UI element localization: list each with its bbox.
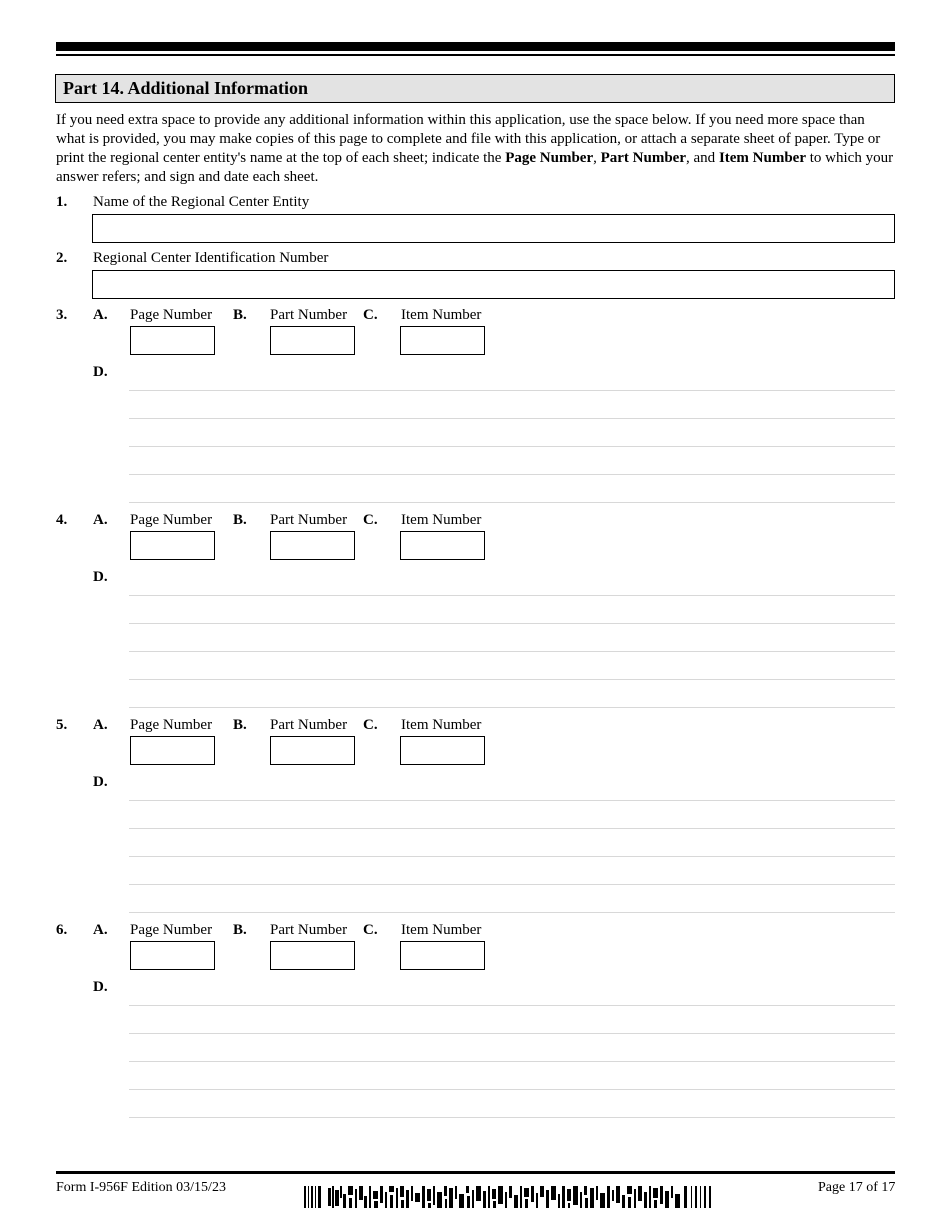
sub-c-label: C. [363,922,378,938]
sub-b-label: B. [233,512,247,528]
writing-line [129,1117,895,1118]
group-number: 3. [56,307,68,323]
item-number-field[interactable] [400,941,485,970]
sub-b-label: B. [233,922,247,938]
part-number-label: Part Number [270,717,348,733]
intro-bold-item-number: Item Number [718,150,807,166]
group-number: 5. [56,717,68,733]
part-number-label: Part Number [270,307,348,323]
sub-d-label: D. [93,364,108,380]
sub-d-label: D. [93,979,108,995]
sub-d-label: D. [93,569,108,585]
intro-text-2: , [593,150,601,166]
sub-c-label: C. [363,717,378,733]
sub-a-label: A. [93,307,108,323]
item-number-label: Item Number [401,922,482,938]
writing-line [129,1005,895,1006]
sub-c-label: C. [363,512,378,528]
intro-bold-part-number: Part Number [600,150,687,166]
intro-text-4: to which your answer refers; and sign and date each sheet. [56,150,894,185]
group-6 [0,615,950,995]
intro-bold-page-number: Page Number [505,150,594,166]
item-2-number: 2. [56,250,68,266]
page-number-field[interactable] [130,941,215,970]
additional-info-text-area[interactable] [129,977,895,1117]
writing-line [129,1033,895,1034]
item-number-label: Item Number [401,512,482,528]
item-1-label: Name of the Regional Center Entity [93,194,310,210]
form-edition-label: Form I-956F Edition 03/15/23 [56,1180,226,1195]
intro-text-3: , and [686,150,719,166]
item-number-label: Item Number [401,717,482,733]
sub-a-label: A. [93,512,108,528]
part-14-header: Part 14. Additional Information [55,74,895,103]
item-number-label: Item Number [401,307,482,323]
part-number-label: Part Number [270,512,348,528]
page-number-label: Page Number [130,307,213,323]
writing-line [129,1061,895,1062]
sub-a-label: A. [93,717,108,733]
footer-rule [56,1171,895,1174]
sub-c-label: C. [363,307,378,323]
barcode-image [304,1186,712,1208]
sub-d-label: D. [93,774,108,790]
intro-text-1: If you need extra space to provide any additional information within this application, use the space below. If you need more space than what is provided, you may make copies of this page to complete and file with this application, or attach a separate sheet of paper. Type or print the regional center entity's name at the top of each sheet; indicate the [56,112,881,166]
page-number-label: Page Number [130,512,213,528]
page-number-indicator: Page 17 of 17 [818,1180,896,1195]
page-number-label: Page Number [130,717,213,733]
sub-a-label: A. [93,922,108,938]
part-number-label: Part Number [270,922,348,938]
group-number: 4. [56,512,68,528]
item-2-label: Regional Center Identification Number [93,250,329,266]
sub-b-label: B. [233,307,247,323]
part-number-field[interactable] [270,941,355,970]
writing-line [129,1089,895,1090]
sub-b-label: B. [233,717,247,733]
group-number: 6. [56,922,68,938]
item-1-number: 1. [56,194,68,210]
page-number-label: Page Number [130,922,213,938]
